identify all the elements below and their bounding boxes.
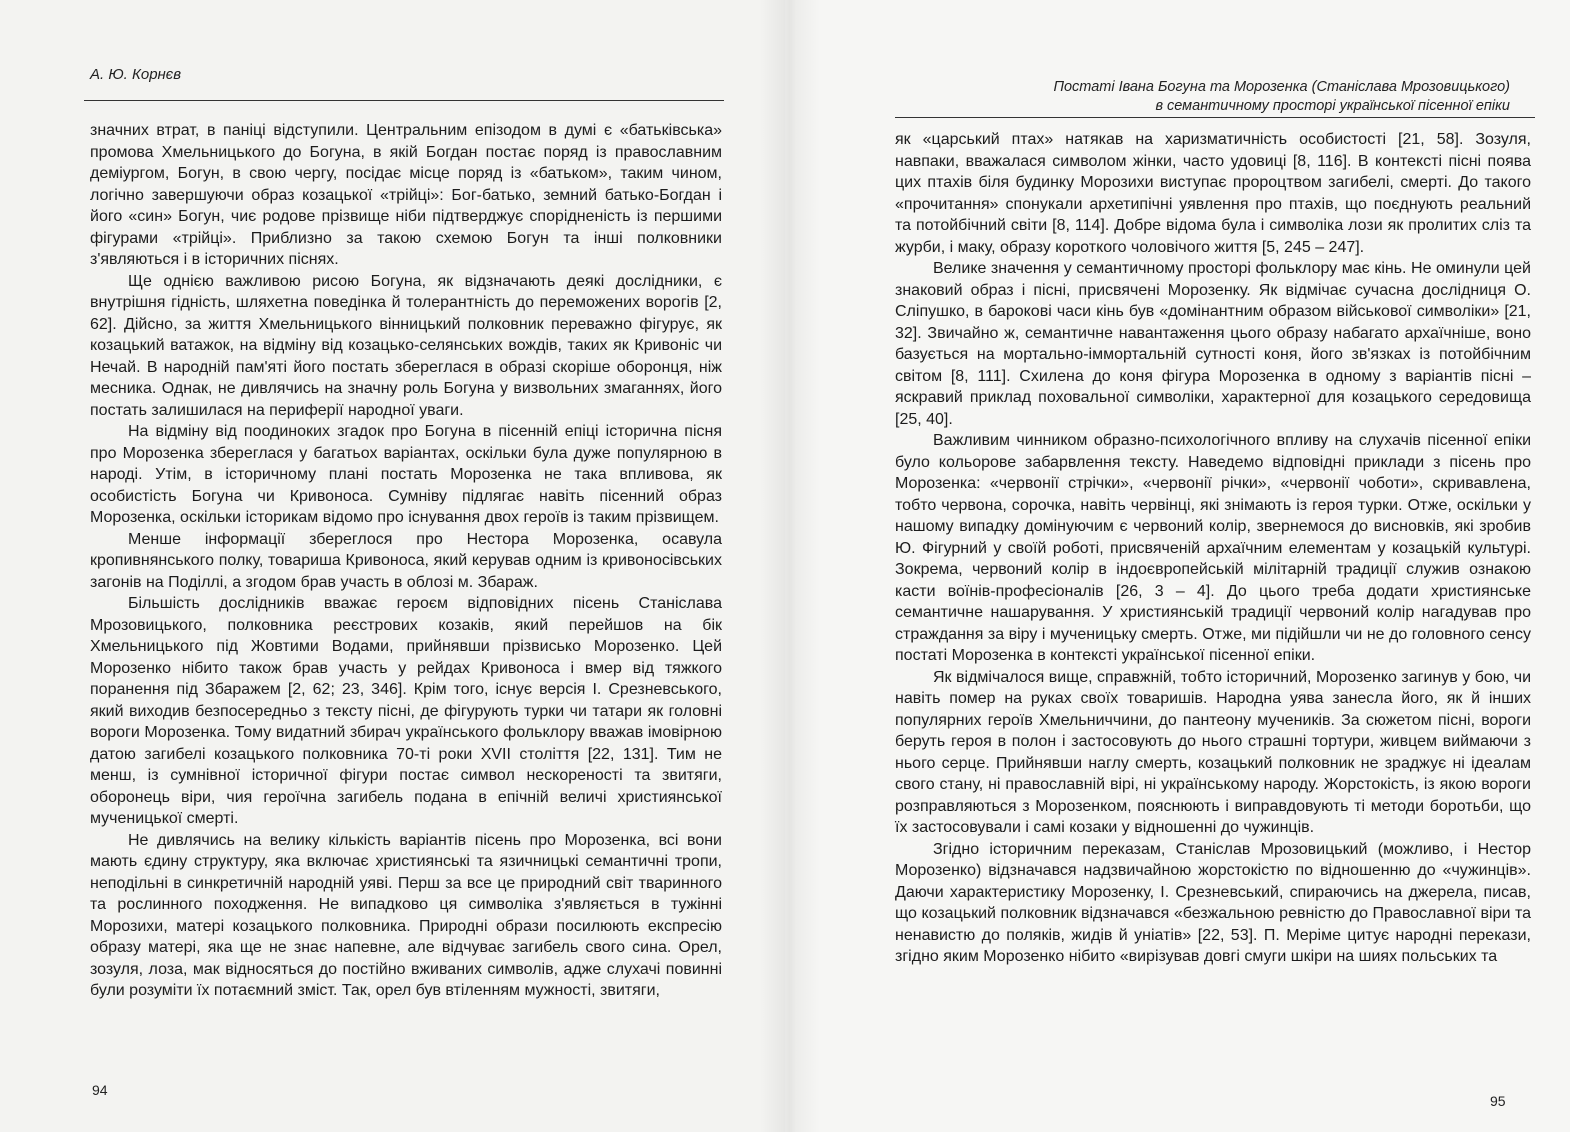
running-head-author: А. Ю. Корнєв: [90, 66, 182, 83]
paragraph: Більшість дослідників вважає героєм відповідних пісень Станіслава Мрозовицького, полковника реєстрових козаків, який перейшов на бік Хмельницького під Жовтими Водами, прийнявши прізвисько Морозенко. Цей Морозенко нібито також брав участь у рейдах Кривоноса і вмер від тяжкого поранення під Збаражем [2, 62; 23, 346]. Крім того, існує версія І. Срезневського, який виходив безпосередньо з тексту пісні, де фігурують турки чи татари як головні вороги Морозенка. Тому видатний збирач українського фольклору вважав імовірною датою загибелі козацького полковника 70-ті роки XVII століття [22, 131]. Тим не менш, із сумнівної історичної фігури постає символ нескореності та звитяги, оборонець віри, чия героїчна загибель подана в епічній величі християнської мученицької смерті.: [90, 595, 722, 827]
paragraph: Згідно історичним переказам, Станіслав Мрозовицький (можливо, і Нестор Морозенко) відзначався надзвичайною жорстокістю по відношенню до «чужинців». Даючи характеристику Морозенку, І. Срезневський, спираючись на джерела, писав, що козацький полковник відзначався «безжальною ревністю до Православної віри та ненавистю до поляків, жидів й уніатів» [22, 53]. П. Меріме цитує народні перекази, згідно яким Морозенко нібито «вирізував довгі смуги шкіри на шиях польських та: [895, 840, 1531, 965]
paragraph: На відміну від поодиноких згадок про Богуна в пісенній епіці історична пісня про Морозенка збереглася у багатьох варіантах, оскільки була дуже популярною в народі. Утім, в історичному плані постать Морозенка не така впливова, як особистість Богуна чи Кривоноса. Сумніву підлягає навіть пісенний образ Морозенка, оскільки історикам відомо про існування двох героїв із таким прізвищем.: [90, 423, 722, 526]
running-head-line: в семантичному просторі української пісенної епіки: [1155, 98, 1510, 114]
header-rule: [84, 100, 724, 101]
left-body-text: [90, 120, 722, 1002]
page-number: 94: [92, 1082, 108, 1098]
right-page: [785, 0, 1570, 1132]
running-head-title: [870, 78, 1510, 116]
paragraph: Як відмічалося вище, справжній, тобто історичний, Морозенко загинув у бою, чи навіть помер на руках своїх товаришів. Народна уява занесла його, як й інших популярних героїв Хмельниччини, до пантеону мучеників. За сюжетом пісні, вороги беруть героя в полон і застосовують до нього страшні тортури, живцем виймаючи з нього серце. Прийнявши наглу смерть, козацький полковник не зраджує ні ідеалам свого стану, ні православній вірі, ні українському народу. Жорстокість, із якою вороги розправляються з Морозенком, пояснюють і виправдовують ті методи боротьби, що їх застосовували і самі козаки у відношенні до чужинців.: [895, 668, 1531, 836]
paragraph: Важливим чинником образно-психологічного впливу на слухачів пісенної епіки було кольорове забарвлення тексту. Наведемо відповідні приклади з пісень про Морозенка: «червонії стрічки», «червонії річки», «червонії чоботи», скривавлена, тобто червона, сорочка, навіть червінці, які знімають із героя турки. Отже, оскільки у нашому випадку домінуючим є червоний колір, звернемося до висновків, які зробив Ю. Фігурний у своїй роботі, присвяченій архаїчним елементам у козацькій культурі. Зокрема, червоний колір в індоєвропейській мілітарній традиції служив ознакою касти воїнів-професіоналів [26, 3 – 4]. До цього треба додати християнське семантичне нашарування. У християнській традиції червоний колір нагадував про страждання за віру і мученицьку смерть. Отже, ми підійшли чи не до головного сенсу постаті Морозенка в контексті української пісенної епіки.: [895, 432, 1531, 664]
paragraph: як «царський птах» натякав на харизматичність особистості [21, 58]. Зозуля, навпаки, вважалася символом жінки, часто удовиці [8, 116]. В контексті пісні поява цих птахів біля будинку Морозихи виступає пророцтвом загибелі, смерті. До такого «прочитання» спонукали архетипічні уявлення про птахів, що поєднують реальний та потойбічний світи [8, 114]. Добре відома була і символіка лози як пролитих сліз та журби, і маку, образу короткого чоловічого життя [5, 245 – 247].: [895, 131, 1531, 256]
page-number: 95: [1490, 1093, 1506, 1109]
header-rule: [895, 117, 1535, 118]
paragraph: Не дивлячись на велику кількість варіантів пісень про Морозенка, всі вони мають єдину структуру, яка включає християнські та язичницькі семантичні тропи, неподільні в синкретичній народній уяві. Перш за все це природний світ тваринного та рослинного походження. Не випадково ця символіка з'являється в тужінні Морозихи, матері козацького полковника. Природні образи посилюють експресію образу матері, яка ще не знає напевне, але відчуває загибель свого сина. Орел, зозуля, лоза, мак відносяться до постійно вживаних символів, адже слухачі повинні були розуміти їх потаємний зміст. Так, орел був втіленням мужності, звитяги,: [90, 831, 722, 999]
paragraph: значних втрат, в паніці відступили. Центральним епізодом в думі є «батьківська» промова Хмельницького до Богуна, в якій Богдан постає поряд із православним деміургом, Богун, в свою чергу, посідає місце поряд із «батьком», таким чином, логічно завершуючи образ козацької «трійці»: Бог-батько, земний батько-Богдан і його «син» Богун, чиє родове прізвище ніби підтверджує спорідненість із першими фігурами «трійці». Приблизно за такою схемою Богун та інші полковники з'являються і в історичних піснях.: [90, 122, 722, 268]
paragraph: Велике значення у семантичному просторі фольклору має кінь. Не оминули цей знаковий образ і пісні, присвячені Морозенку. Як відмічає сучасна дослідниця О. Сліпушко, в барокові часи кінь був «домінантним образом військової символіки» [21, 32]. Звичайно ж, семантичне навантаження цього образу набагато архаїчніше, воно базується на мортально-іммортальній сутності коня, його зв'язках із потойбічним світом [8, 111]. Схилена до коня фігура Морозенка в одному з варіантів пісні – яскравий приклад поховальної символіки, характерної для козацького середовища [25, 40].: [895, 260, 1531, 428]
paragraph: Менше інформації збереглося про Нестора Морозенка, осавула кропивнянського полку, товариша Кривоноса, який керував одним із кривоносівських загонів на Поділлі, а згодом брав участь в облозі м. Збараж.: [90, 530, 722, 591]
paragraph: Ще однією важливою рисою Богуна, як відзначають деякі дослідники, є внутрішня гідність, шляхетна поведінка й толерантність до переможених ворогів [2, 62]. Дійсно, за життя Хмельницького вінницький полковник переважно фігурує, як козацький ватажок, на відміну від козацько-селянських вождів, таких як Кривоніс чи Нечай. В народній пам'яті його постать збереглася в образі скоріше оборонця, ніж месника. Однак, не дивлячись на значну роль Богуна у визвольних змаганнях, його постать залишилася на периферії народної уваги.: [90, 272, 722, 419]
right-body-text: [895, 129, 1531, 968]
running-head-line: Постаті Івана Богуна та Морозенка (Станіслава Мрозовицького): [1053, 79, 1510, 95]
